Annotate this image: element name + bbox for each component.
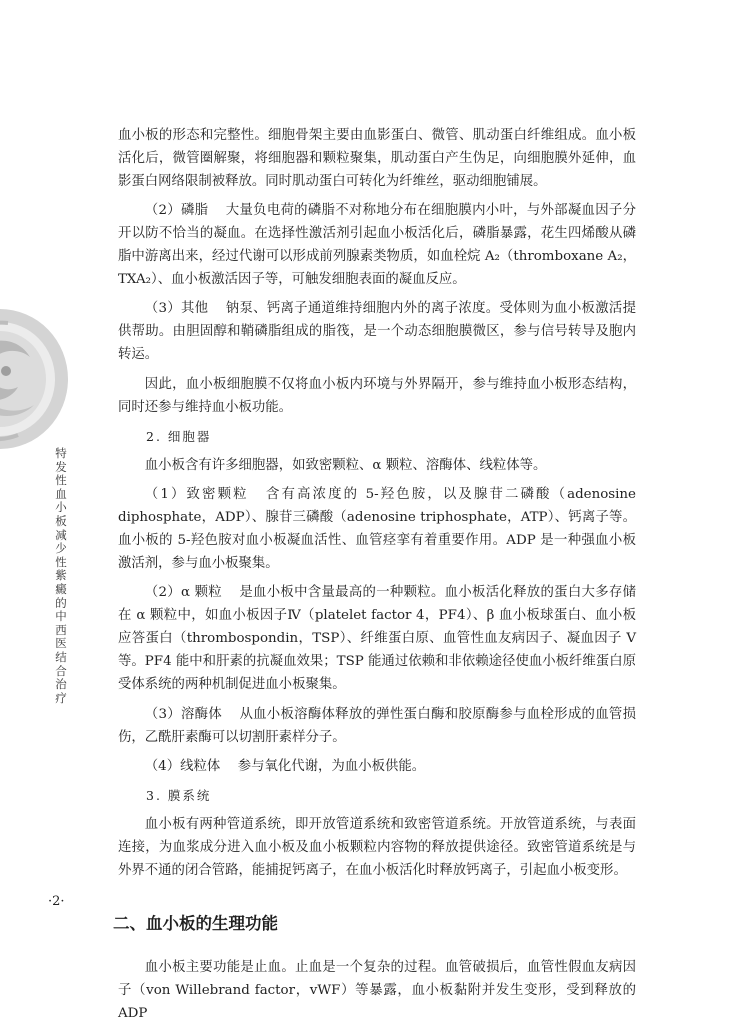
item-text: 含有高浓度的 5-羟色胺，以及腺苷二磷酸（adenosine diphosphate，ADP）、腺苷三磷酸（adenosine triphosphate，ATP）、钙离子等。血小板的 5-羟色胺对血小板凝血活性、血管痉挛有着重要作用。ADP 是一种强血小板激活剂，参与血小板聚集。 <box>118 487 636 572</box>
item-label: （3）其他 <box>144 301 209 317</box>
paragraph <box>118 703 636 749</box>
section-heading: 二、血小板的生理功能 <box>113 914 278 934</box>
item-text: 是血小板中含量最高的一种颗粒。血小板活化释放的蛋白大多存储在 α 颗粒中，如血小板因子Ⅳ（platelet factor 4，PF4）、β 血小板球蛋白、血小板应答蛋白（thrombospondin，TSP）、纤维蛋白原、血管性血友病因子、凝血因子 V 等。PF4 能中和肝素的抗凝血效果；TSP 能通过依赖和非依赖途径使血小板纤维蛋白原受体系统的两种机制促进血小板聚集。 <box>118 585 637 693</box>
paragraph: 因此，血小板细胞膜不仅将血小板内环境与外界隔开，参与维持血小板形态结构，同时还参与维持血小板功能。 <box>118 376 636 415</box>
page-number: ·2· <box>48 894 65 909</box>
paragraph <box>118 755 636 778</box>
item-text: 大量负电荷的磷脂不对称地分布在细胞膜内小叶，与外部凝血因子分开以防不恰当的凝血。在选择性激活剂引起血小板活化后，磷脂暴露，花生四烯酸从磷脂中游离出来，经过代谢可以形成前列腺素类物质，如血栓烷 A₂（thromboxane A₂，TXA₂）、血小板激活因子等，可触发细胞表面的凝血反应。 <box>118 203 636 288</box>
item-text: 参与氧化代谢，为血小板供能。 <box>237 758 426 774</box>
paragraph: 血小板主要功能是止血。止血是一个复杂的过程。血管破损后，血管性假血友病因子（von Willebrand factor，vWF）等暴露，血小板黏附并发生变形，受到释放的 ADP <box>118 960 636 1022</box>
paragraph: 血小板的形态和完整性。细胞骨架主要由血影蛋白、微管、肌动蛋白纤维组成。血小板活化后，微管圈解聚，将细胞器和颗粒聚集，肌动蛋白产生伪足，向细胞膜外延伸，血影蛋白网络限制被释放。同时肌动蛋白可转化为纤维丝，驱动细胞铺展。 <box>118 128 636 189</box>
page-body <box>113 124 637 1031</box>
paragraph: 血小板有两种管道系统，即开放管道系统和致密管道系统。开放管道系统，与表面连接，为血浆成分进入血小板及血小板颗粒内容物的释放提供途径。致密管道系统是与外界不通的闭合管路，能捕捉钙离子，在血小板活化时释放钙离子，引起血小板变形。 <box>118 817 636 879</box>
book-title-vertical: 特发性血小板减少性紫癜的中西医结合治疗 <box>55 446 67 705</box>
paragraph <box>118 483 636 575</box>
item-label: （1）致密颗粒 <box>144 487 249 503</box>
item-label: （2）α 颗粒 <box>144 585 222 601</box>
item-text: 钠泵、钙离子通道维持细胞内外的离子浓度。受体则为血小板激活提供帮助。由胆固醇和鞘磷脂组成的脂筏，是一个动态细胞膜微区，参与信号转导及胞内转运。 <box>118 301 636 363</box>
item-text: 从血小板溶酶体释放的弹性蛋白酶和胶原酶参与血栓形成的血管损伤，乙酰肝素酶可以切割肝素样分子。 <box>118 706 636 745</box>
subsection-heading: 2. 细胞器 <box>146 428 212 444</box>
paragraph <box>118 199 636 291</box>
paragraph: 血小板含有许多细胞器，如致密颗粒、α 颗粒、溶酶体、线粒体等。 <box>144 457 547 473</box>
paragraph <box>118 297 636 366</box>
subsection-heading: 3. 膜系统 <box>146 787 212 803</box>
item-label: （4）线粒体 <box>144 758 221 774</box>
paragraph <box>118 581 636 696</box>
item-label: （3）溶酶体 <box>144 706 223 722</box>
decorative-seal-logo <box>0 305 72 455</box>
item-label: （2）磷脂 <box>144 203 209 219</box>
